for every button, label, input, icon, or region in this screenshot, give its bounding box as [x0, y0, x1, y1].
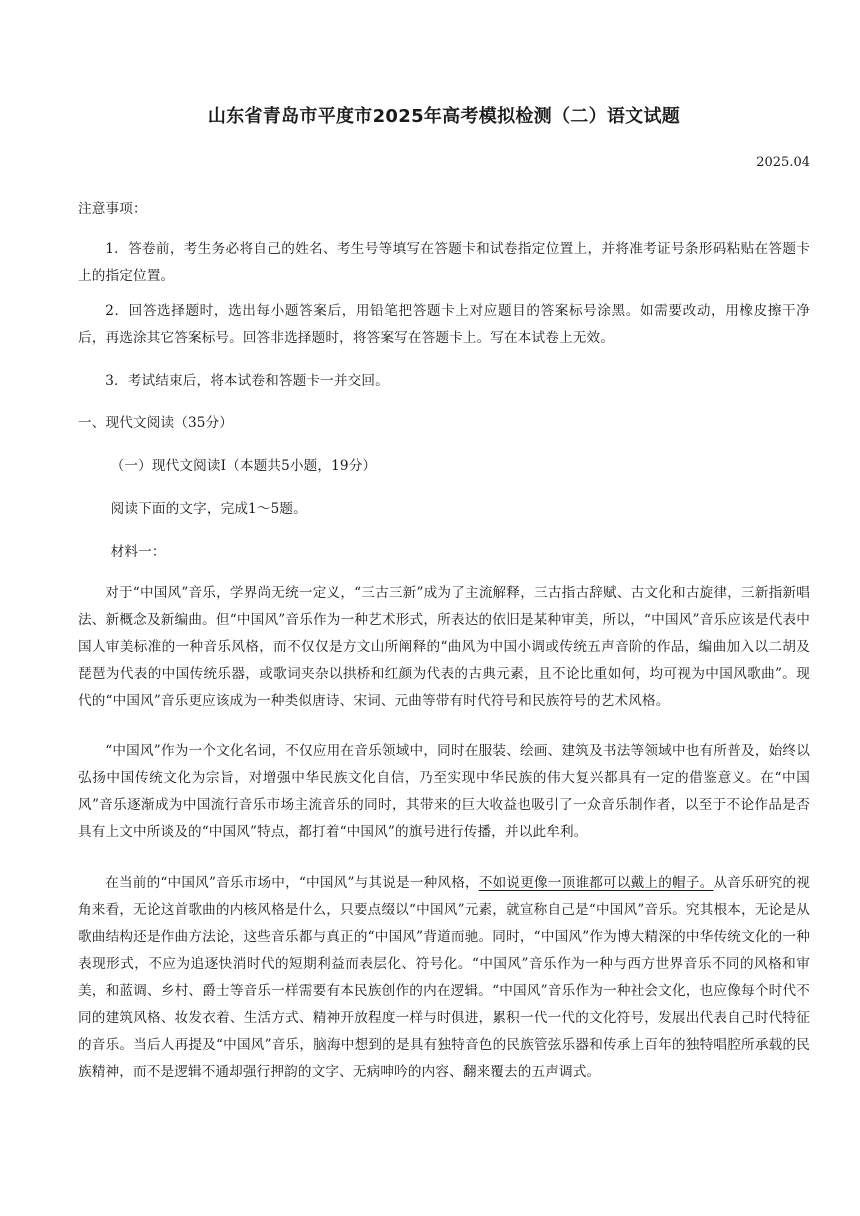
material-paragraph-3	[78, 870, 810, 1086]
material-label: 材料一：	[110, 544, 166, 560]
material-paragraph-1: 对于“中国风”音乐，学界尚无统一定义，“三古三新”成为了主流解释，三古指古辞赋、古文化和古旋律，三新指新唱法、新概念及新编曲。但“中国风”音乐作为一种艺术形式，所表达的依旧是某种审美，所以，“中国风”音乐应该是代表中国人审美标准的一种音乐风格，而不仅仅是方文山所阐释的“曲风为中国小调或传统五声音阶的作品，编曲加入以二胡及琵琶为代表的中国传统乐器，或歌词夹杂以拱桥和红颜为代表的古典元素，且不论比重如何，均可视为中国风歌曲”。现代的“中国风”音乐更应该成为一种类似唐诗、宋词、元曲等带有时代符号和民族符号的艺术风格。	[78, 585, 810, 709]
underlined-sentence: 不如说更像一顶谁都可以戴上的帽子。	[478, 875, 714, 891]
material-paragraph-2: “中国风”作为一个文化名词，不仅应用在音乐领域中，同时在服装、绘画、建筑及书法等领域中也有所普及，始终以弘扬中国传统文化为宗旨，对增强中华民族文化自信，乃至实现中华民族的伟大复兴都具有一定的借鉴意义。在“中国风”音乐逐渐成为中国流行音乐市场主流音乐的同时，其带来的巨大收益也吸引了一众音乐制作者，以至于不论作品是否具有上文中所谈及的“中国风”特点，都打着“中国风”的旗号进行传播，并以此牟利。	[78, 743, 810, 840]
paragraph-3-body: 从音乐研究的视角来看，无论这首歌曲的内核风格是什么，只要点缀以“中国风”元素，就宣称自己是“中国风”音乐。究其根本，无论是从歌曲结构还是作曲方法论，这些音乐都与真正的“中国风”背道而驰。同时，“中国风”作为博大精深的中华传统文化的一种表现形式，不应为追逐快消时代的短期利益而表层化、符号化。“中国风”音乐作为一种与西方世界音乐不同的风格和审美，和蓝调、乡村、爵士等音乐一样需要有本民族创作的内在逻辑。“中国风”音乐作为一种社会文化，也应像每个时代不同的建筑风格、妆发衣着、生活方式、精神开放程度一样与时俱进，累积一代一代的文化符号，发展出代表自己时代特征的音乐。当后人再提及“中国风”音乐，脑海中想到的是具有独特音色的民族管弦乐器和传承上百年的独特唱腔所承载的民族精神，而不是逻辑不通却强行押韵的文字、无病呻吟的内容、翻来覆去的五声调式。	[78, 875, 810, 1080]
notice-item-2: 2．回答选择题时，选出每小题答案后，用铅笔把答题卡上对应题目的答案标号涂黑。如需要改动，用橡皮擦干净后，再选涂其它答案标号。回答非选择题时，将答案写在答题卡上。写在本试卷上无效。	[78, 303, 810, 346]
section-heading: 一、现代文阅读（35分）	[78, 415, 234, 431]
subsection-heading: （一）现代文阅读Ⅰ（本题共5小题，19分）	[110, 458, 377, 474]
notice-heading: 注意事项：	[78, 201, 147, 217]
reading-instruction: 阅读下面的文字，完成1～5题。	[110, 501, 307, 517]
exam-date: 2025.04	[756, 155, 810, 170]
page-title: 山东省青岛市平度市2025年高考模拟检测（二）语文试题	[207, 106, 681, 127]
paragraph-3-lead: 在当前的“中国风”音乐市场中，“中国风”与其说是一种风格，	[105, 875, 479, 891]
notice-item-1: 1．答卷前，考生务必将自己的姓名、考生号等填写在答题卡和试卷指定位置上，并将准考证号条形码粘贴在答题卡上的指定位置。	[78, 241, 810, 284]
notice-item-3: 3．考试结束后，将本试卷和答题卡一并交回。	[105, 373, 389, 389]
